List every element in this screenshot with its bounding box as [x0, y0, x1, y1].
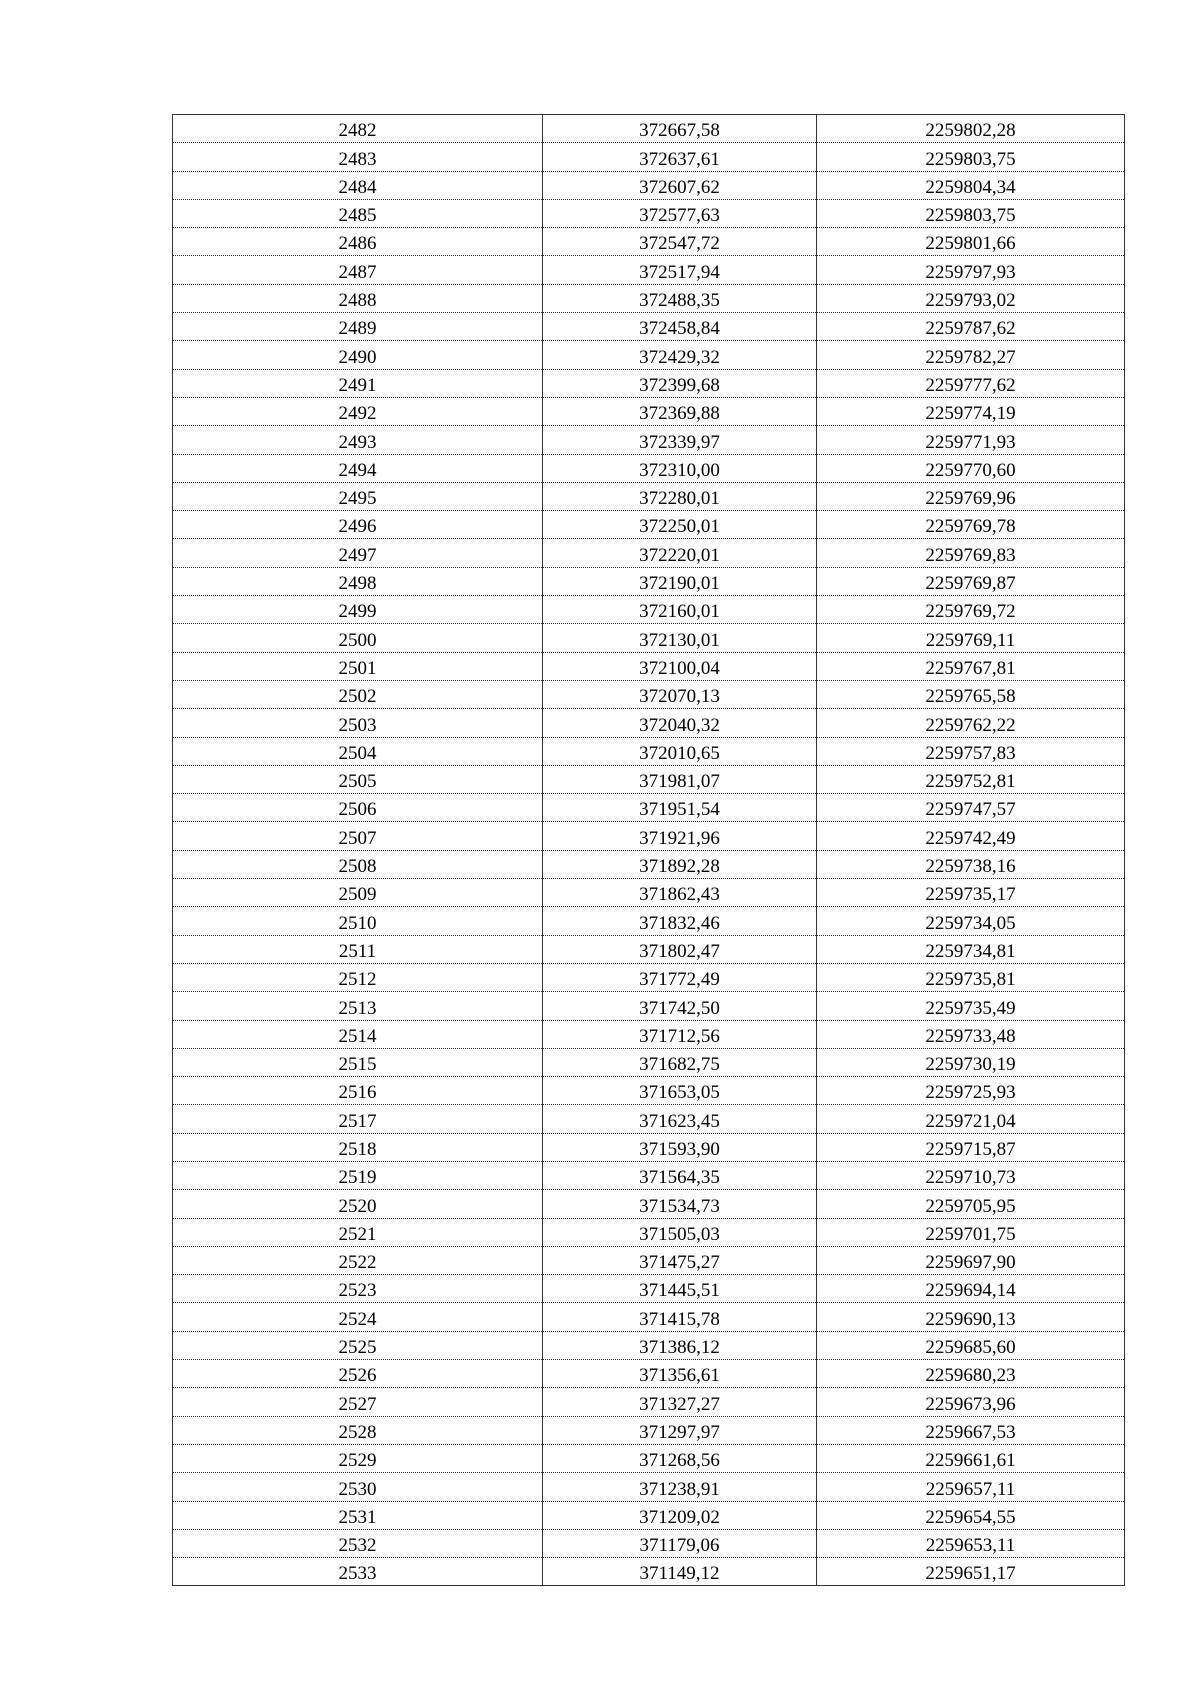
- point-number-cell: 2520: [173, 1190, 543, 1218]
- y-coordinate-cell: 2259777,62: [817, 369, 1125, 397]
- table-row: [173, 935, 1125, 963]
- table-row: [173, 143, 1125, 171]
- y-coordinate-cell: 2259769,96: [817, 482, 1125, 510]
- x-coordinate-cell: 372517,94: [543, 256, 817, 284]
- y-coordinate-cell: 2259769,11: [817, 624, 1125, 652]
- x-coordinate-cell: 371505,03: [543, 1218, 817, 1246]
- x-coordinate-cell: 371149,12: [543, 1558, 817, 1586]
- y-coordinate-cell: 2259730,19: [817, 1048, 1125, 1076]
- y-coordinate-cell: 2259715,87: [817, 1133, 1125, 1161]
- point-number-cell: 2493: [173, 426, 543, 454]
- table-row: [173, 850, 1125, 878]
- table-row: [173, 680, 1125, 708]
- x-coordinate-cell: 371268,56: [543, 1444, 817, 1472]
- y-coordinate-cell: 2259705,95: [817, 1190, 1125, 1218]
- y-coordinate-cell: 2259774,19: [817, 397, 1125, 425]
- x-coordinate-cell: 371742,50: [543, 992, 817, 1020]
- x-coordinate-cell: 372637,61: [543, 143, 817, 171]
- point-number-cell: 2488: [173, 284, 543, 312]
- coordinates-table-body: [173, 115, 1125, 1586]
- point-number-cell: 2509: [173, 879, 543, 907]
- point-number-cell: 2530: [173, 1473, 543, 1501]
- y-coordinate-cell: 2259710,73: [817, 1161, 1125, 1189]
- y-coordinate-cell: 2259769,87: [817, 567, 1125, 595]
- x-coordinate-cell: 372339,97: [543, 426, 817, 454]
- x-coordinate-cell: 372577,63: [543, 199, 817, 227]
- table-row: [173, 1303, 1125, 1331]
- x-coordinate-cell: 372220,01: [543, 539, 817, 567]
- x-coordinate-cell: 372547,72: [543, 228, 817, 256]
- x-coordinate-cell: 371534,73: [543, 1190, 817, 1218]
- x-coordinate-cell: 371593,90: [543, 1133, 817, 1161]
- table-row: [173, 879, 1125, 907]
- y-coordinate-cell: 2259701,75: [817, 1218, 1125, 1246]
- point-number-cell: 2499: [173, 596, 543, 624]
- y-coordinate-cell: 2259793,02: [817, 284, 1125, 312]
- table-row: [173, 199, 1125, 227]
- y-coordinate-cell: 2259667,53: [817, 1416, 1125, 1444]
- point-number-cell: 2529: [173, 1444, 543, 1472]
- x-coordinate-cell: 372429,32: [543, 341, 817, 369]
- y-coordinate-cell: 2259690,13: [817, 1303, 1125, 1331]
- point-number-cell: 2516: [173, 1077, 543, 1105]
- point-number-cell: 2492: [173, 397, 543, 425]
- y-coordinate-cell: 2259697,90: [817, 1246, 1125, 1274]
- point-number-cell: 2496: [173, 511, 543, 539]
- x-coordinate-cell: 371386,12: [543, 1331, 817, 1359]
- point-number-cell: 2489: [173, 313, 543, 341]
- table-row: [173, 1020, 1125, 1048]
- y-coordinate-cell: 2259757,83: [817, 737, 1125, 765]
- table-row: [173, 369, 1125, 397]
- y-coordinate-cell: 2259734,05: [817, 907, 1125, 935]
- x-coordinate-cell: 372310,00: [543, 454, 817, 482]
- x-coordinate-cell: 372458,84: [543, 313, 817, 341]
- table-row: [173, 313, 1125, 341]
- point-number-cell: 2501: [173, 652, 543, 680]
- x-coordinate-cell: 372010,65: [543, 737, 817, 765]
- x-coordinate-cell: 371712,56: [543, 1020, 817, 1048]
- x-coordinate-cell: 371921,96: [543, 822, 817, 850]
- x-coordinate-cell: 372280,01: [543, 482, 817, 510]
- point-number-cell: 2532: [173, 1529, 543, 1557]
- table-row: [173, 397, 1125, 425]
- y-coordinate-cell: 2259801,66: [817, 228, 1125, 256]
- table-row: [173, 1388, 1125, 1416]
- x-coordinate-cell: 372369,88: [543, 397, 817, 425]
- x-coordinate-cell: 372130,01: [543, 624, 817, 652]
- table-row: [173, 822, 1125, 850]
- point-number-cell: 2483: [173, 143, 543, 171]
- x-coordinate-cell: 371682,75: [543, 1048, 817, 1076]
- x-coordinate-cell: 371564,35: [543, 1161, 817, 1189]
- table-row: [173, 907, 1125, 935]
- y-coordinate-cell: 2259771,93: [817, 426, 1125, 454]
- coordinates-table: [172, 114, 1125, 1586]
- x-coordinate-cell: 371892,28: [543, 850, 817, 878]
- table-row: [173, 1218, 1125, 1246]
- point-number-cell: 2523: [173, 1275, 543, 1303]
- y-coordinate-cell: 2259769,72: [817, 596, 1125, 624]
- x-coordinate-cell: 371832,46: [543, 907, 817, 935]
- x-coordinate-cell: 371623,45: [543, 1105, 817, 1133]
- x-coordinate-cell: 372040,32: [543, 709, 817, 737]
- y-coordinate-cell: 2259797,93: [817, 256, 1125, 284]
- x-coordinate-cell: 371862,43: [543, 879, 817, 907]
- point-number-cell: 2511: [173, 935, 543, 963]
- point-number-cell: 2507: [173, 822, 543, 850]
- table-row: [173, 1048, 1125, 1076]
- table-row: [173, 794, 1125, 822]
- table-row: [173, 1529, 1125, 1557]
- y-coordinate-cell: 2259762,22: [817, 709, 1125, 737]
- x-coordinate-cell: 372488,35: [543, 284, 817, 312]
- y-coordinate-cell: 2259653,11: [817, 1529, 1125, 1557]
- point-number-cell: 2526: [173, 1360, 543, 1388]
- x-coordinate-cell: 372399,68: [543, 369, 817, 397]
- point-number-cell: 2521: [173, 1218, 543, 1246]
- y-coordinate-cell: 2259769,83: [817, 539, 1125, 567]
- point-number-cell: 2494: [173, 454, 543, 482]
- y-coordinate-cell: 2259802,28: [817, 115, 1125, 143]
- point-number-cell: 2517: [173, 1105, 543, 1133]
- table-row: [173, 454, 1125, 482]
- y-coordinate-cell: 2259685,60: [817, 1331, 1125, 1359]
- table-row: [173, 1133, 1125, 1161]
- point-number-cell: 2522: [173, 1246, 543, 1274]
- y-coordinate-cell: 2259767,81: [817, 652, 1125, 680]
- point-number-cell: 2525: [173, 1331, 543, 1359]
- table-row: [173, 992, 1125, 1020]
- x-coordinate-cell: 371772,49: [543, 963, 817, 991]
- y-coordinate-cell: 2259803,75: [817, 199, 1125, 227]
- table-row: [173, 1473, 1125, 1501]
- x-coordinate-cell: 371951,54: [543, 794, 817, 822]
- y-coordinate-cell: 2259787,62: [817, 313, 1125, 341]
- table-row: [173, 709, 1125, 737]
- table-row: [173, 652, 1125, 680]
- y-coordinate-cell: 2259804,34: [817, 171, 1125, 199]
- table-row: [173, 539, 1125, 567]
- y-coordinate-cell: 2259661,61: [817, 1444, 1125, 1472]
- point-number-cell: 2514: [173, 1020, 543, 1048]
- x-coordinate-cell: 371238,91: [543, 1473, 817, 1501]
- point-number-cell: 2512: [173, 963, 543, 991]
- table-row: [173, 963, 1125, 991]
- point-number-cell: 2533: [173, 1558, 543, 1586]
- table-row: [173, 765, 1125, 793]
- y-coordinate-cell: 2259680,23: [817, 1360, 1125, 1388]
- y-coordinate-cell: 2259769,78: [817, 511, 1125, 539]
- table-row: [173, 624, 1125, 652]
- point-number-cell: 2515: [173, 1048, 543, 1076]
- y-coordinate-cell: 2259752,81: [817, 765, 1125, 793]
- y-coordinate-cell: 2259694,14: [817, 1275, 1125, 1303]
- x-coordinate-cell: 371179,06: [543, 1529, 817, 1557]
- table-row: [173, 1161, 1125, 1189]
- point-number-cell: 2486: [173, 228, 543, 256]
- point-number-cell: 2482: [173, 115, 543, 143]
- point-number-cell: 2497: [173, 539, 543, 567]
- y-coordinate-cell: 2259735,81: [817, 963, 1125, 991]
- point-number-cell: 2531: [173, 1501, 543, 1529]
- x-coordinate-cell: 371802,47: [543, 935, 817, 963]
- y-coordinate-cell: 2259725,93: [817, 1077, 1125, 1105]
- point-number-cell: 2502: [173, 680, 543, 708]
- table-row: [173, 1360, 1125, 1388]
- y-coordinate-cell: 2259735,49: [817, 992, 1125, 1020]
- x-coordinate-cell: 371415,78: [543, 1303, 817, 1331]
- table-row: [173, 1444, 1125, 1472]
- point-number-cell: 2504: [173, 737, 543, 765]
- point-number-cell: 2495: [173, 482, 543, 510]
- point-number-cell: 2519: [173, 1161, 543, 1189]
- point-number-cell: 2524: [173, 1303, 543, 1331]
- y-coordinate-cell: 2259734,81: [817, 935, 1125, 963]
- point-number-cell: 2498: [173, 567, 543, 595]
- y-coordinate-cell: 2259803,75: [817, 143, 1125, 171]
- point-number-cell: 2490: [173, 341, 543, 369]
- table-row: [173, 511, 1125, 539]
- x-coordinate-cell: 371356,61: [543, 1360, 817, 1388]
- y-coordinate-cell: 2259721,04: [817, 1105, 1125, 1133]
- table-row: [173, 284, 1125, 312]
- table-row: [173, 1331, 1125, 1359]
- point-number-cell: 2513: [173, 992, 543, 1020]
- point-number-cell: 2500: [173, 624, 543, 652]
- table-row: [173, 426, 1125, 454]
- table-row: [173, 596, 1125, 624]
- point-number-cell: 2508: [173, 850, 543, 878]
- table-row: [173, 1416, 1125, 1444]
- y-coordinate-cell: 2259673,96: [817, 1388, 1125, 1416]
- table-row: [173, 228, 1125, 256]
- y-coordinate-cell: 2259770,60: [817, 454, 1125, 482]
- point-number-cell: 2505: [173, 765, 543, 793]
- x-coordinate-cell: 372607,62: [543, 171, 817, 199]
- table-row: [173, 171, 1125, 199]
- point-number-cell: 2506: [173, 794, 543, 822]
- table-row: [173, 1077, 1125, 1105]
- x-coordinate-cell: 371981,07: [543, 765, 817, 793]
- point-number-cell: 2518: [173, 1133, 543, 1161]
- y-coordinate-cell: 2259733,48: [817, 1020, 1125, 1048]
- x-coordinate-cell: 371445,51: [543, 1275, 817, 1303]
- table-row: [173, 737, 1125, 765]
- table-row: [173, 1501, 1125, 1529]
- table-row: [173, 256, 1125, 284]
- x-coordinate-cell: 371653,05: [543, 1077, 817, 1105]
- table-row: [173, 1105, 1125, 1133]
- y-coordinate-cell: 2259765,58: [817, 680, 1125, 708]
- x-coordinate-cell: 371327,27: [543, 1388, 817, 1416]
- table-row: [173, 482, 1125, 510]
- table-row: [173, 341, 1125, 369]
- y-coordinate-cell: 2259735,17: [817, 879, 1125, 907]
- x-coordinate-cell: 372190,01: [543, 567, 817, 595]
- y-coordinate-cell: 2259657,11: [817, 1473, 1125, 1501]
- point-number-cell: 2527: [173, 1388, 543, 1416]
- x-coordinate-cell: 371297,97: [543, 1416, 817, 1444]
- table-row: [173, 1190, 1125, 1218]
- point-number-cell: 2484: [173, 171, 543, 199]
- point-number-cell: 2485: [173, 199, 543, 227]
- table-row: [173, 1558, 1125, 1586]
- y-coordinate-cell: 2259747,57: [817, 794, 1125, 822]
- point-number-cell: 2510: [173, 907, 543, 935]
- x-coordinate-cell: 372250,01: [543, 511, 817, 539]
- point-number-cell: 2503: [173, 709, 543, 737]
- y-coordinate-cell: 2259738,16: [817, 850, 1125, 878]
- point-number-cell: 2528: [173, 1416, 543, 1444]
- point-number-cell: 2487: [173, 256, 543, 284]
- point-number-cell: 2491: [173, 369, 543, 397]
- x-coordinate-cell: 372070,13: [543, 680, 817, 708]
- y-coordinate-cell: 2259651,17: [817, 1558, 1125, 1586]
- table-row: [173, 115, 1125, 143]
- y-coordinate-cell: 2259654,55: [817, 1501, 1125, 1529]
- table-row: [173, 1246, 1125, 1274]
- y-coordinate-cell: 2259782,27: [817, 341, 1125, 369]
- x-coordinate-cell: 372100,04: [543, 652, 817, 680]
- x-coordinate-cell: 372160,01: [543, 596, 817, 624]
- x-coordinate-cell: 371475,27: [543, 1246, 817, 1274]
- table-row: [173, 1275, 1125, 1303]
- x-coordinate-cell: 371209,02: [543, 1501, 817, 1529]
- y-coordinate-cell: 2259742,49: [817, 822, 1125, 850]
- table-row: [173, 567, 1125, 595]
- x-coordinate-cell: 372667,58: [543, 115, 817, 143]
